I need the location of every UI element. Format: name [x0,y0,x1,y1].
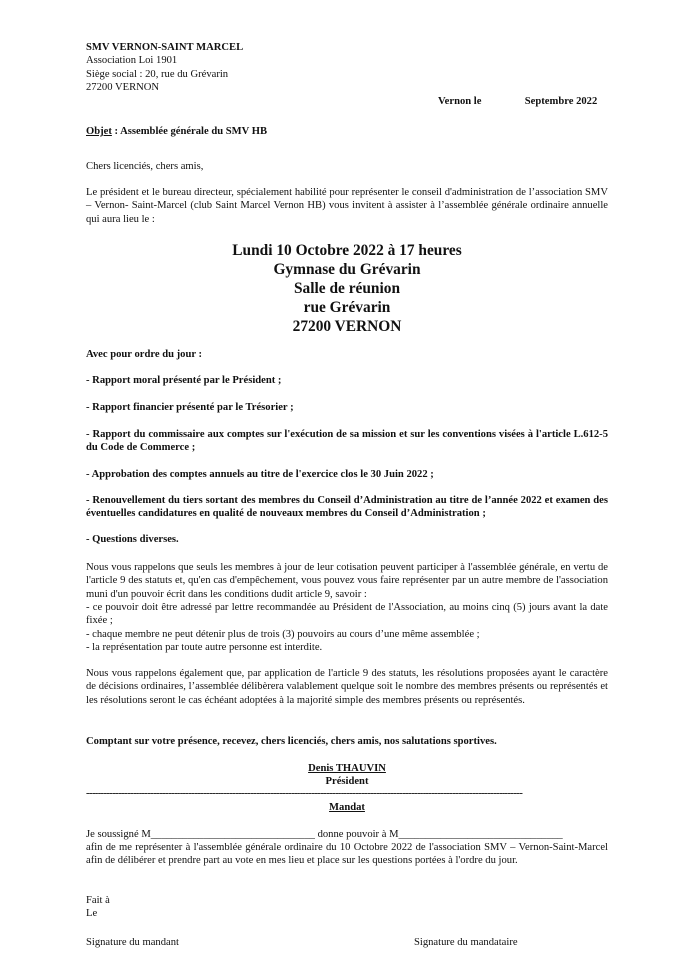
venue-city: 27200 VERNON [292,318,402,335]
rules-bullet: - la représentation par toute autre personne est interdite. [86,642,323,653]
venue-date: Lundi 10 Octobre 2022 à 17 heures [232,242,462,259]
sender-name: SMV VERNON-SAINT MARCEL [86,42,244,53]
agenda-item: - Rapport moral présenté par le Président ; [86,375,282,386]
signature-mandataire: Signature du mandataire [414,937,518,948]
agenda-item: - Approbation des comptes annuels au titre de l'exercice clos le 30 Juin 2022 ; [86,469,434,480]
signer-name: Denis THAUVIN [308,763,386,774]
signer-block [86,762,608,789]
object-label: Objet [86,126,112,137]
date-label: Le [86,908,98,919]
resolutions-paragraph: Nous vous rappelons également que, par application de l'article 9 des statuts, les résolutions proposées ayant le caractère de décisions ordinaires, l’assemblée délibèrera valablement quelque soit le nombre des membres présents ou représentés et les résolutions seront le cas échéant adoptées à la majorité simple des membres présents ou représentés. [86,668,608,706]
mandate-line: Je soussigné M_______________________________ donne pouvoir à M_______________________________ [86,829,563,840]
separator-line: ----------------------------------------------------------------------------------------------------------------------------------------------------- [86,788,523,799]
agenda-item: - Renouvellement du tiers sortant des membres du Conseil d’Administration au titre de l’année 2022 et examen des éventuelles candidatures en qualité de nouveaux membres du Conseil d’Administration ; [86,495,608,520]
rules-bullet: - ce pouvoir doit être adressé par lettre recommandée au Président de l'Association, au moins cinq (5) jours avant la date fixée ; [86,602,608,627]
sender-line: Siège social : 20, rue du Grévarin [86,68,229,80]
sender-line: 27200 VERNON [86,82,160,94]
object-text: : Assemblée générale du SMV HB [111,126,268,137]
agenda-item: - Questions diverses. [86,534,179,545]
venue-street: rue Grévarin [303,299,391,316]
made-at-label: Fait à [86,895,110,906]
signer-title: Président [325,776,369,788]
agenda-heading: Avec pour ordre du jour : [86,349,203,360]
date-value: Septembre 2022 [524,96,598,107]
rules-paragraph: Nous vous rappelons que seuls les membres à jour de leur cotisation peuvent participer à l'assemblée générale, en vertu de l'article 9 des statuts et, qu'en cas d'empêchement, vous pouvez vous faire représenter par un autre membre de l'association muni d'un pouvoir écrit dans les conditions dudit article 9, savoir : [86,562,608,600]
greeting: Chers licenciés, chers amis, [86,161,204,172]
intro-paragraph: Le président et le bureau directeur, spécialement habilité pour représenter le conseil d'administration de l’association SMV – Vernon- Saint-Marcel (club Saint Marcel Vernon HB) vous invitent à assister à l’assemblée générale ordinaire annuelle qui aura lieu le : [86,187,608,225]
rules-bullet: - chaque membre ne peut détenir plus de trois (3) pouvoirs au cours d’une même assemblée ; [86,629,480,640]
sender-line: Association Loi 1901 [86,55,178,67]
mandate-body: afin de me représenter à l'assemblée générale ordinaire du 10 Octobre 2022 de l'association SMV – Vernon-Saint-Marcel afin de délibérer et prendre part au vote en mes lieu et place sur les questions portées à l'ordre du jour. [86,842,608,867]
mandate-title: Mandat [329,802,365,813]
date-line [438,95,597,108]
date-place: Vernon le [438,96,482,107]
venue-block [86,241,608,336]
object-line [86,125,267,138]
venue-room: Salle de réunion [293,280,401,297]
signature-mandant: Signature du mandant [86,937,179,948]
closing-line: Comptant sur votre présence, recevez, chers licenciés, chers amis, nos salutations sportives. [86,736,497,747]
venue-place: Gymnase du Grévarin [273,261,421,278]
sender-block [86,41,243,95]
agenda-item: - Rapport du commissaire aux comptes sur l'exécution de sa mission et sur les conventions visées à l'article L.612-5 du Code de Commerce ; [86,429,608,454]
agenda-item: - Rapport financier présenté par le Trésorier ; [86,402,294,413]
